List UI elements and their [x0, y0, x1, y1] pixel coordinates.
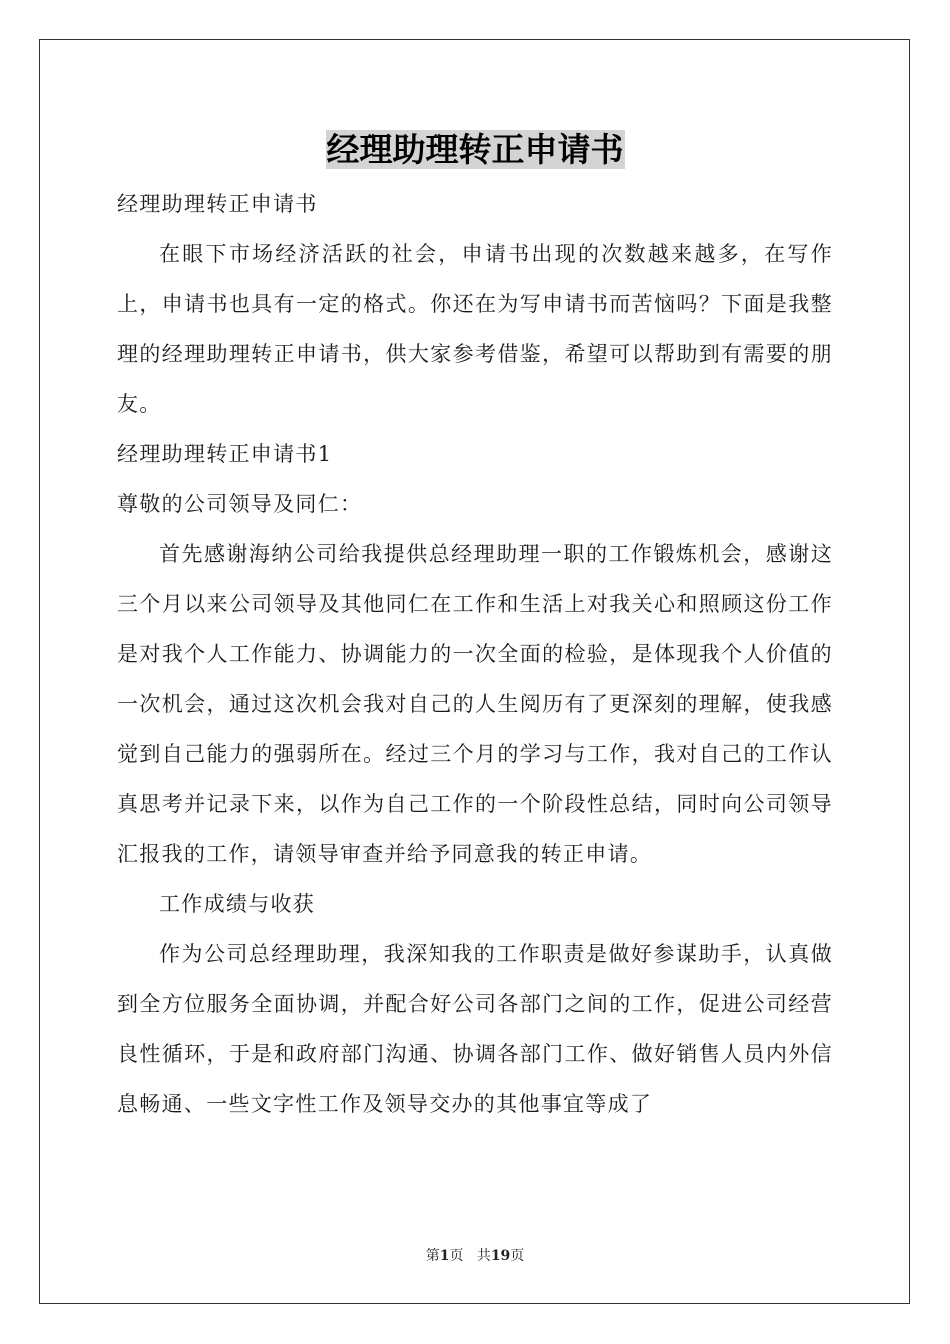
paragraph: 经理助理转正申请书1 [117, 442, 333, 466]
page-footer [0, 1246, 950, 1266]
page-number: 1 [439, 1248, 450, 1264]
page-prefix: 第 [425, 1248, 440, 1264]
document-body [117, 179, 833, 1129]
paragraph: 工作成绩与收获 [159, 892, 316, 916]
paragraph: 尊敬的公司领导及同仁： [117, 492, 363, 516]
paragraph: 首先感谢海纳公司给我提供总经理助理一职的工作锻炼机会，感谢这三个月以来公司领导及其他同仁在工作和生活上对我关心和照顾这份工作是对我个人工作能力、协调能力的一次全面的检验，是体现我个人价值的一次机会，通过这次机会我对自己的人生阅历有了更深刻的理解，使我感觉到自己能力的强弱所在。经过三个月的学习与工作，我对自己的工作认真思考并记录下来，以作为自己工作的一个阶段性总结，同时向公司领导汇报我的工作，请领导审查并给予同意我的转正申请。 [117, 542, 833, 866]
total-suffix: 页 [510, 1248, 525, 1264]
document-title-text: 经理助理转正申请书 [326, 130, 624, 169]
total-prefix: 共 [476, 1248, 491, 1264]
paragraph: 在眼下市场经济活跃的社会，申请书出现的次数越来越多，在写作上，申请书也具有一定的格式。你还在为写申请书而苦恼吗？下面是我整理的经理助理转正申请书，供大家参考借鉴，希望可以帮助到有需要的朋友。 [117, 242, 833, 416]
page-suffix: 页 [449, 1248, 464, 1264]
paragraph: 经理助理转正申请书 [117, 192, 318, 216]
paragraph: 作为公司总经理助理，我深知我的工作职责是做好参谋助手，认真做到全方位服务全面协调，并配合好公司各部门之间的工作，促进公司经营良性循环，于是和政府部门沟通、协调各部门工作、做好销售人员内外信息畅通、一些文字性工作及领导交办的其他事宜等成了 [117, 942, 833, 1116]
total-pages: 19 [490, 1248, 511, 1264]
document-title [0, 128, 950, 172]
